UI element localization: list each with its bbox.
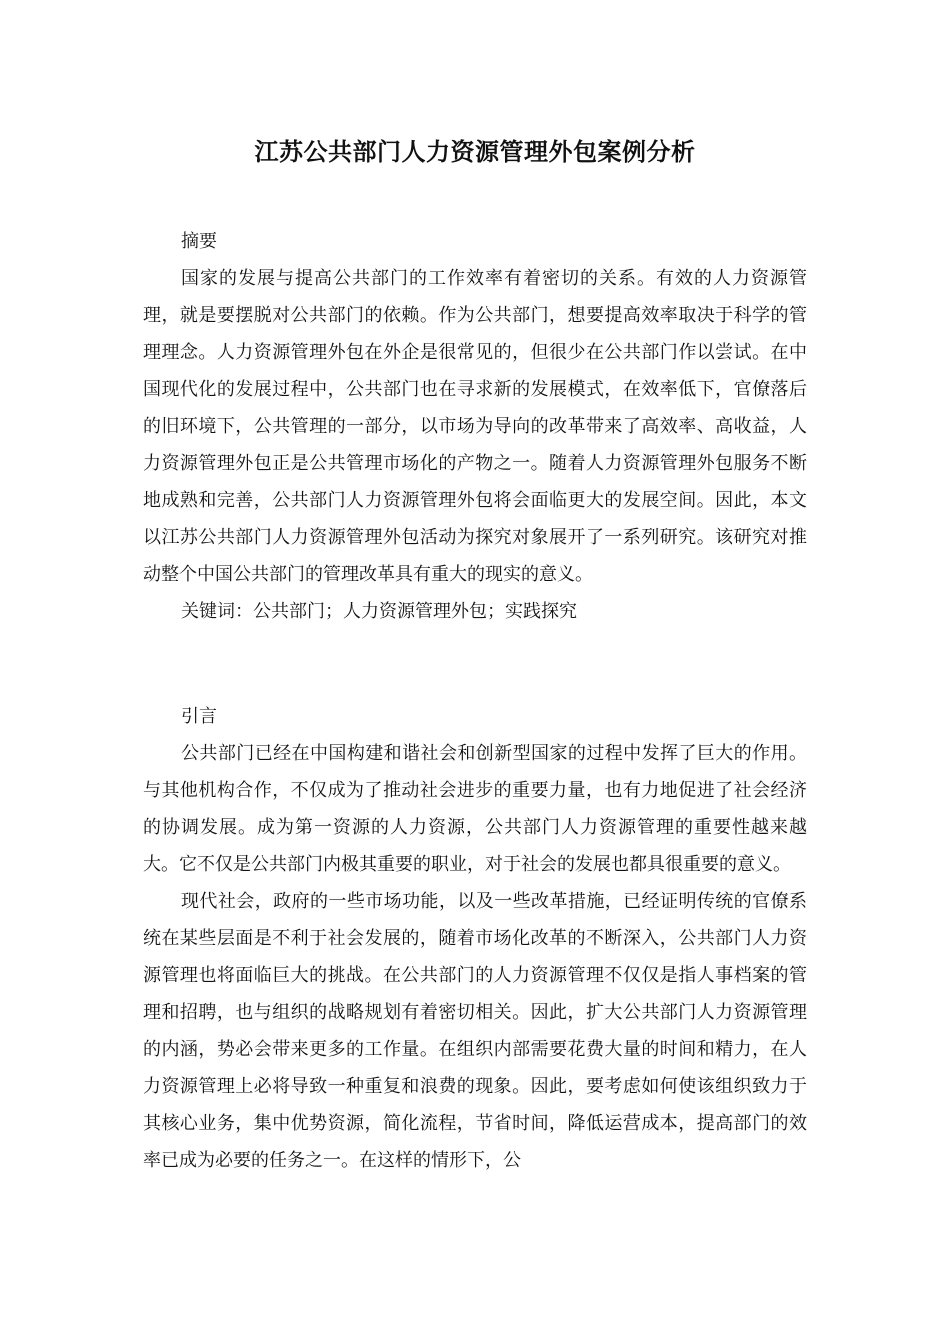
introduction-paragraph-1: 公共部门已经在中国构建和谐社会和创新型国家的过程中发挥了巨大的作用。与其他机构合作，不仅成为了推动社会进步的重要力量，也有力地促进了社会经济的协调发展。成为第一资源的人力资源，公共部门人力资源管理的重要性越来越大。它不仅是公共部门内极其重要的职业，对于社会的发展也都具很重要的意义。 — [143, 743, 807, 875]
abstract-heading: 摘要 — [181, 231, 217, 252]
introduction-section — [143, 698, 807, 1179]
keywords-line: 关键词：公共部门；人力资源管理外包；实践探究 — [181, 601, 577, 622]
abstract-section — [143, 223, 807, 630]
introduction-paragraph-2: 现代社会，政府的一些市场功能，以及一些改革措施，已经证明传统的官僚系统在某些层面是不利于社会发展的，随着市场化改革的不断深入，公共部门人力资源管理也将面临巨大的挑战。在公共部门的人力资源管理不仅仅是指人事档案的管理和招聘，也与组织的战略规划有着密切相关。因此，扩大公共部门人力资源管理的内涵，势必会带来更多的工作量。在组织内部需要花费大量的时间和精力，在人力资源管理上必将导致一种重复和浪费的现象。因此，要考虑如何使该组织致力于其核心业务，集中优势资源，简化流程，节省时间，降低运营成本，提高部门的效率已成为必要的任务之一。在这样的情形下，公 — [143, 891, 807, 1171]
document-title: 江苏公共部门人力资源管理外包案例分析 — [254, 137, 696, 166]
abstract-paragraph: 国家的发展与提高公共部门的工作效率有着密切的关系。有效的人力资源管理，就是要摆脱对公共部门的依赖。作为公共部门，想要提高效率取决于科学的管理理念。人力资源管理外包在外企是很常见的，但很少在公共部门作以尝试。在中国现代化的发展过程中，公共部门也在寻求新的发展模式，在效率低下，官僚落后的旧环境下，公共管理的一部分，以市场为导向的改革带来了高效率、高收益，人力资源管理外包正是公共管理市场化的产物之一。随着人力资源管理外包服务不断地成熟和完善，公共部门人力资源管理外包将会面临更大的发展空间。因此，本文以江苏公共部门人力资源管理外包活动为探究对象展开了一系列研究。该研究对推动整个中国公共部门的管理改革具有重大的现实的意义。 — [143, 268, 807, 585]
introduction-heading: 引言 — [181, 706, 217, 727]
